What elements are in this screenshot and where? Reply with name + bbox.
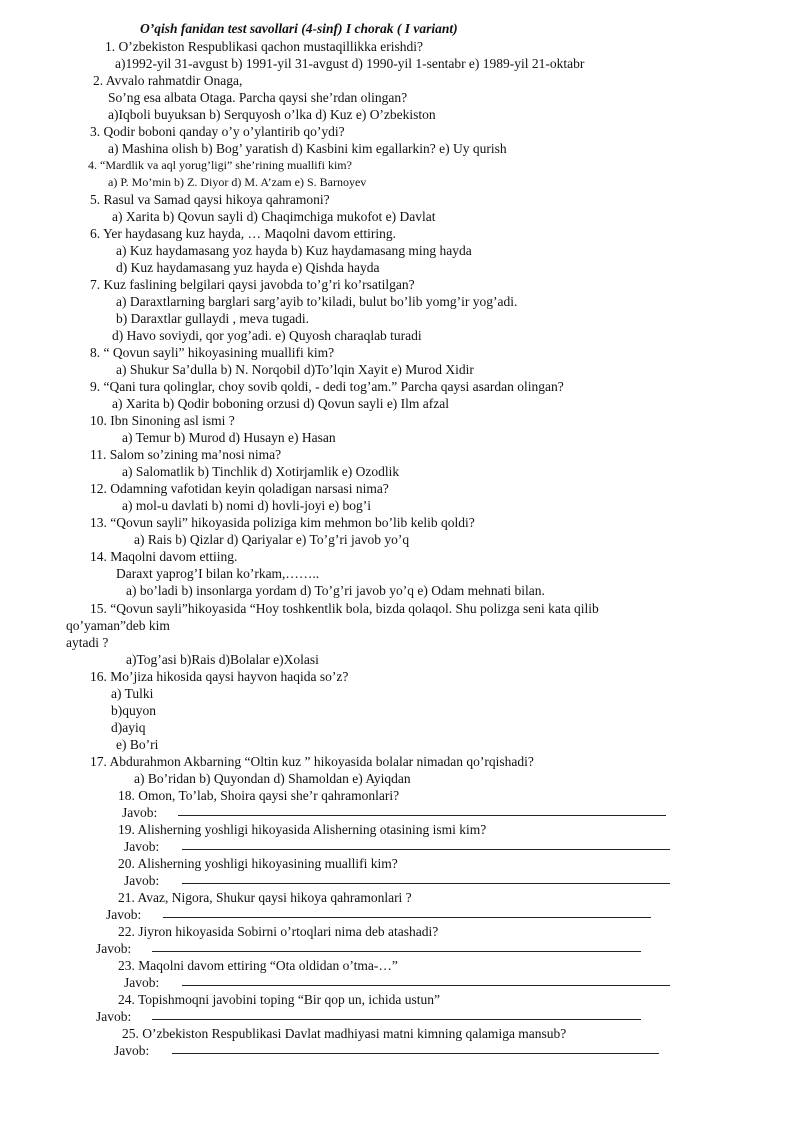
answer-blank-21[interactable]: [163, 917, 651, 918]
line-20: a) Shukur Sa’dulla b) N. Norqobil d)To’lqin Xayit e) Murod Xidir: [116, 362, 474, 377]
line-13: a) Kuz haydamasang yoz hayda b) Kuz haydamasang ming hayda: [116, 243, 472, 258]
line-22: a) Xarita b) Qodir boboning orzusi d) Qovun sayli e) Ilm afzal: [112, 396, 450, 411]
line-39: a) Tulki: [111, 686, 154, 701]
line-11: a) Xarita b) Qovun sayli d) Chaqimchiga mukofot e) Davlat: [112, 209, 436, 224]
line-53: 22. Jiyron hikoyasida Sobirni o’rtoqlari nima deb atashadi?: [118, 924, 439, 939]
line-14: d) Kuz haydamasang yuz hayda e) Qishda hayda: [116, 260, 380, 275]
line-54: Javob:: [96, 941, 132, 956]
line-23: 10. Ibn Sinoning asl ismi ?: [90, 413, 235, 428]
line-46: Javob:: [122, 805, 158, 820]
line-40: b)quyon: [111, 703, 156, 718]
answer-blank-25[interactable]: [172, 1053, 659, 1054]
line-59: 25. O’zbekiston Respublikasi Davlat madhiyasi matni kimning qalamiga mansub?: [122, 1026, 567, 1041]
line-48: Javob:: [124, 839, 160, 854]
line-17: b) Daraxtlar gullaydi , meva tugadi.: [116, 311, 310, 326]
line-37: a)Tog’asi b)Rais d)Bolalar e)Xolasi: [126, 652, 319, 667]
line-42: e) Bo’ri: [116, 737, 159, 752]
line-1: 1. O’zbekiston Respublikasi qachon mustaqillikka erishdi?: [105, 39, 423, 54]
answer-blank-18[interactable]: [178, 815, 666, 816]
answer-blank-24[interactable]: [152, 1019, 641, 1020]
line-26: a) Salomatlik b) Tinchlik d) Xotirjamlik e) Ozodlik: [122, 464, 400, 479]
line-41: d)ayiq: [111, 720, 146, 735]
line-32: Daraxt yaprog’I bilan ko’rkam,……..: [116, 566, 320, 581]
answer-blank-22[interactable]: [152, 951, 641, 952]
line-35: qo’yaman”deb kim: [66, 618, 170, 633]
line-51: 21. Avaz, Nigora, Shukur qaysi hikoya qahramonlari ?: [118, 890, 412, 905]
line-60: Javob:: [114, 1043, 150, 1058]
line-49: 20. Alisherning yoshligi hikoyasining muallifi kim?: [118, 856, 398, 871]
line-36: aytadi ?: [66, 635, 109, 650]
line-55: 23. Maqolni davom ettiring “Ota oldidan o’tma-…”: [118, 958, 398, 973]
line-47: 19. Alisherning yoshligi hikoyasida Alisherning otasining ismi kim?: [118, 822, 487, 837]
line-57: 24. Topishmoqni javobini toping “Bir qop un, ichida ustun”: [118, 992, 441, 1007]
line-44: a) Bo’ridan b) Quyondan d) Shamoldan e) Ayiqdan: [134, 771, 411, 786]
line-50: Javob:: [124, 873, 160, 888]
line-30: a) Rais b) Qizlar d) Qariyalar e) To’g’ri javob yo’q: [134, 532, 410, 547]
line-5: a)Iqboli buyuksan b) Serquyosh o’lka d) Kuz e) O’zbekiston: [108, 107, 436, 122]
line-12: 6. Yer haydasang kuz hayda, … Maqolni davom ettiring.: [90, 226, 396, 241]
line-3: 2. Avvalo rahmatdir Onaga,: [93, 73, 243, 88]
line-33: a) bo’ladi b) insonlarga yordam d) To’g’ri javob yo’q e) Odam mehnati bilan.: [126, 583, 545, 598]
line-45: 18. Omon, To’lab, Shoira qaysi she’r qahramonlari?: [118, 788, 400, 803]
line-25: 11. Salom so’zining ma’nosi nima?: [90, 447, 282, 462]
line-2: a)1992-yil 31-avgust b) 1991-yil 31-avgust d) 1990-yil 1-sentabr e) 1989-yil 21-oktabr: [115, 56, 585, 71]
line-7: a) Mashina olish b) Bog’ yaratish d) Kasbini kim egallarkin? e) Uy qurish: [108, 141, 507, 156]
answer-blank-20[interactable]: [182, 883, 670, 884]
answer-blank-19[interactable]: [182, 849, 670, 850]
line-9: a) P. Mo’min b) Z. Diyor d) M. A’zam e) S. Barnoyev: [108, 175, 367, 189]
line-4: So’ng esa albata Otaga. Parcha qaysi she’rdan olingan?: [108, 90, 408, 105]
line-18: d) Havo soviydi, qor yog’adi. e) Quyosh charaqlab turadi: [112, 328, 422, 343]
answer-blank-23[interactable]: [182, 985, 670, 986]
line-56: Javob:: [124, 975, 160, 990]
line-43: 17. Abdurahmon Akbarning “Oltin kuz ” hikoyasida bolalar nimadan qo’rqishadi?: [90, 754, 534, 769]
line-10: 5. Rasul va Samad qaysi hikoya qahramoni?: [90, 192, 330, 207]
line-27: 12. Odamning vafotidan keyin qoladigan narsasi nima?: [90, 481, 389, 496]
line-29: 13. “Qovun sayli” hikoyasida poliziga kim mehmon bo’lib kelib qoldi?: [90, 515, 475, 530]
line-28: a) mol-u davlati b) nomi d) hovli-joyi e) bog’i: [122, 498, 371, 513]
line-21: 9. “Qani tura qolinglar, choy sovib qoldi, - dedi tog’am.” Parcha qaysi asardan olingan?: [90, 379, 564, 394]
line-8: 4. “Mardlik va aql yorug’ligi” she’rining muallifi kim?: [88, 158, 352, 172]
line-6: 3. Qodir boboni qanday o’y o’ylantirib qo’ydi?: [90, 124, 345, 139]
line-34: 15. “Qovun sayli”hikoyasida “Hoy toshkentlik bola, bizda qolaqol. Shu polizga seni kata qilib: [90, 601, 599, 616]
line-24: a) Temur b) Murod d) Husayn e) Hasan: [122, 430, 336, 445]
page-title: O’qish fanidan test savollari (4-sinf) I chorak ( I variant): [140, 21, 458, 36]
line-52: Javob:: [106, 907, 142, 922]
line-16: a) Daraxtlarning barglari sarg’ayib to’kiladi, bulut bo’lib yomg’ir yog’adi.: [116, 294, 518, 309]
line-58: Javob:: [96, 1009, 132, 1024]
line-38: 16. Mo’jiza hikosida qaysi hayvon haqida so’z?: [90, 669, 349, 684]
line-15: 7. Kuz faslining belgilari qaysi javobda to’g’ri ko’rsatilgan?: [90, 277, 415, 292]
line-19: 8. “ Qovun sayli” hikoyasining muallifi kim?: [90, 345, 335, 360]
line-31: 14. Maqolni davom ettiing.: [90, 549, 238, 564]
